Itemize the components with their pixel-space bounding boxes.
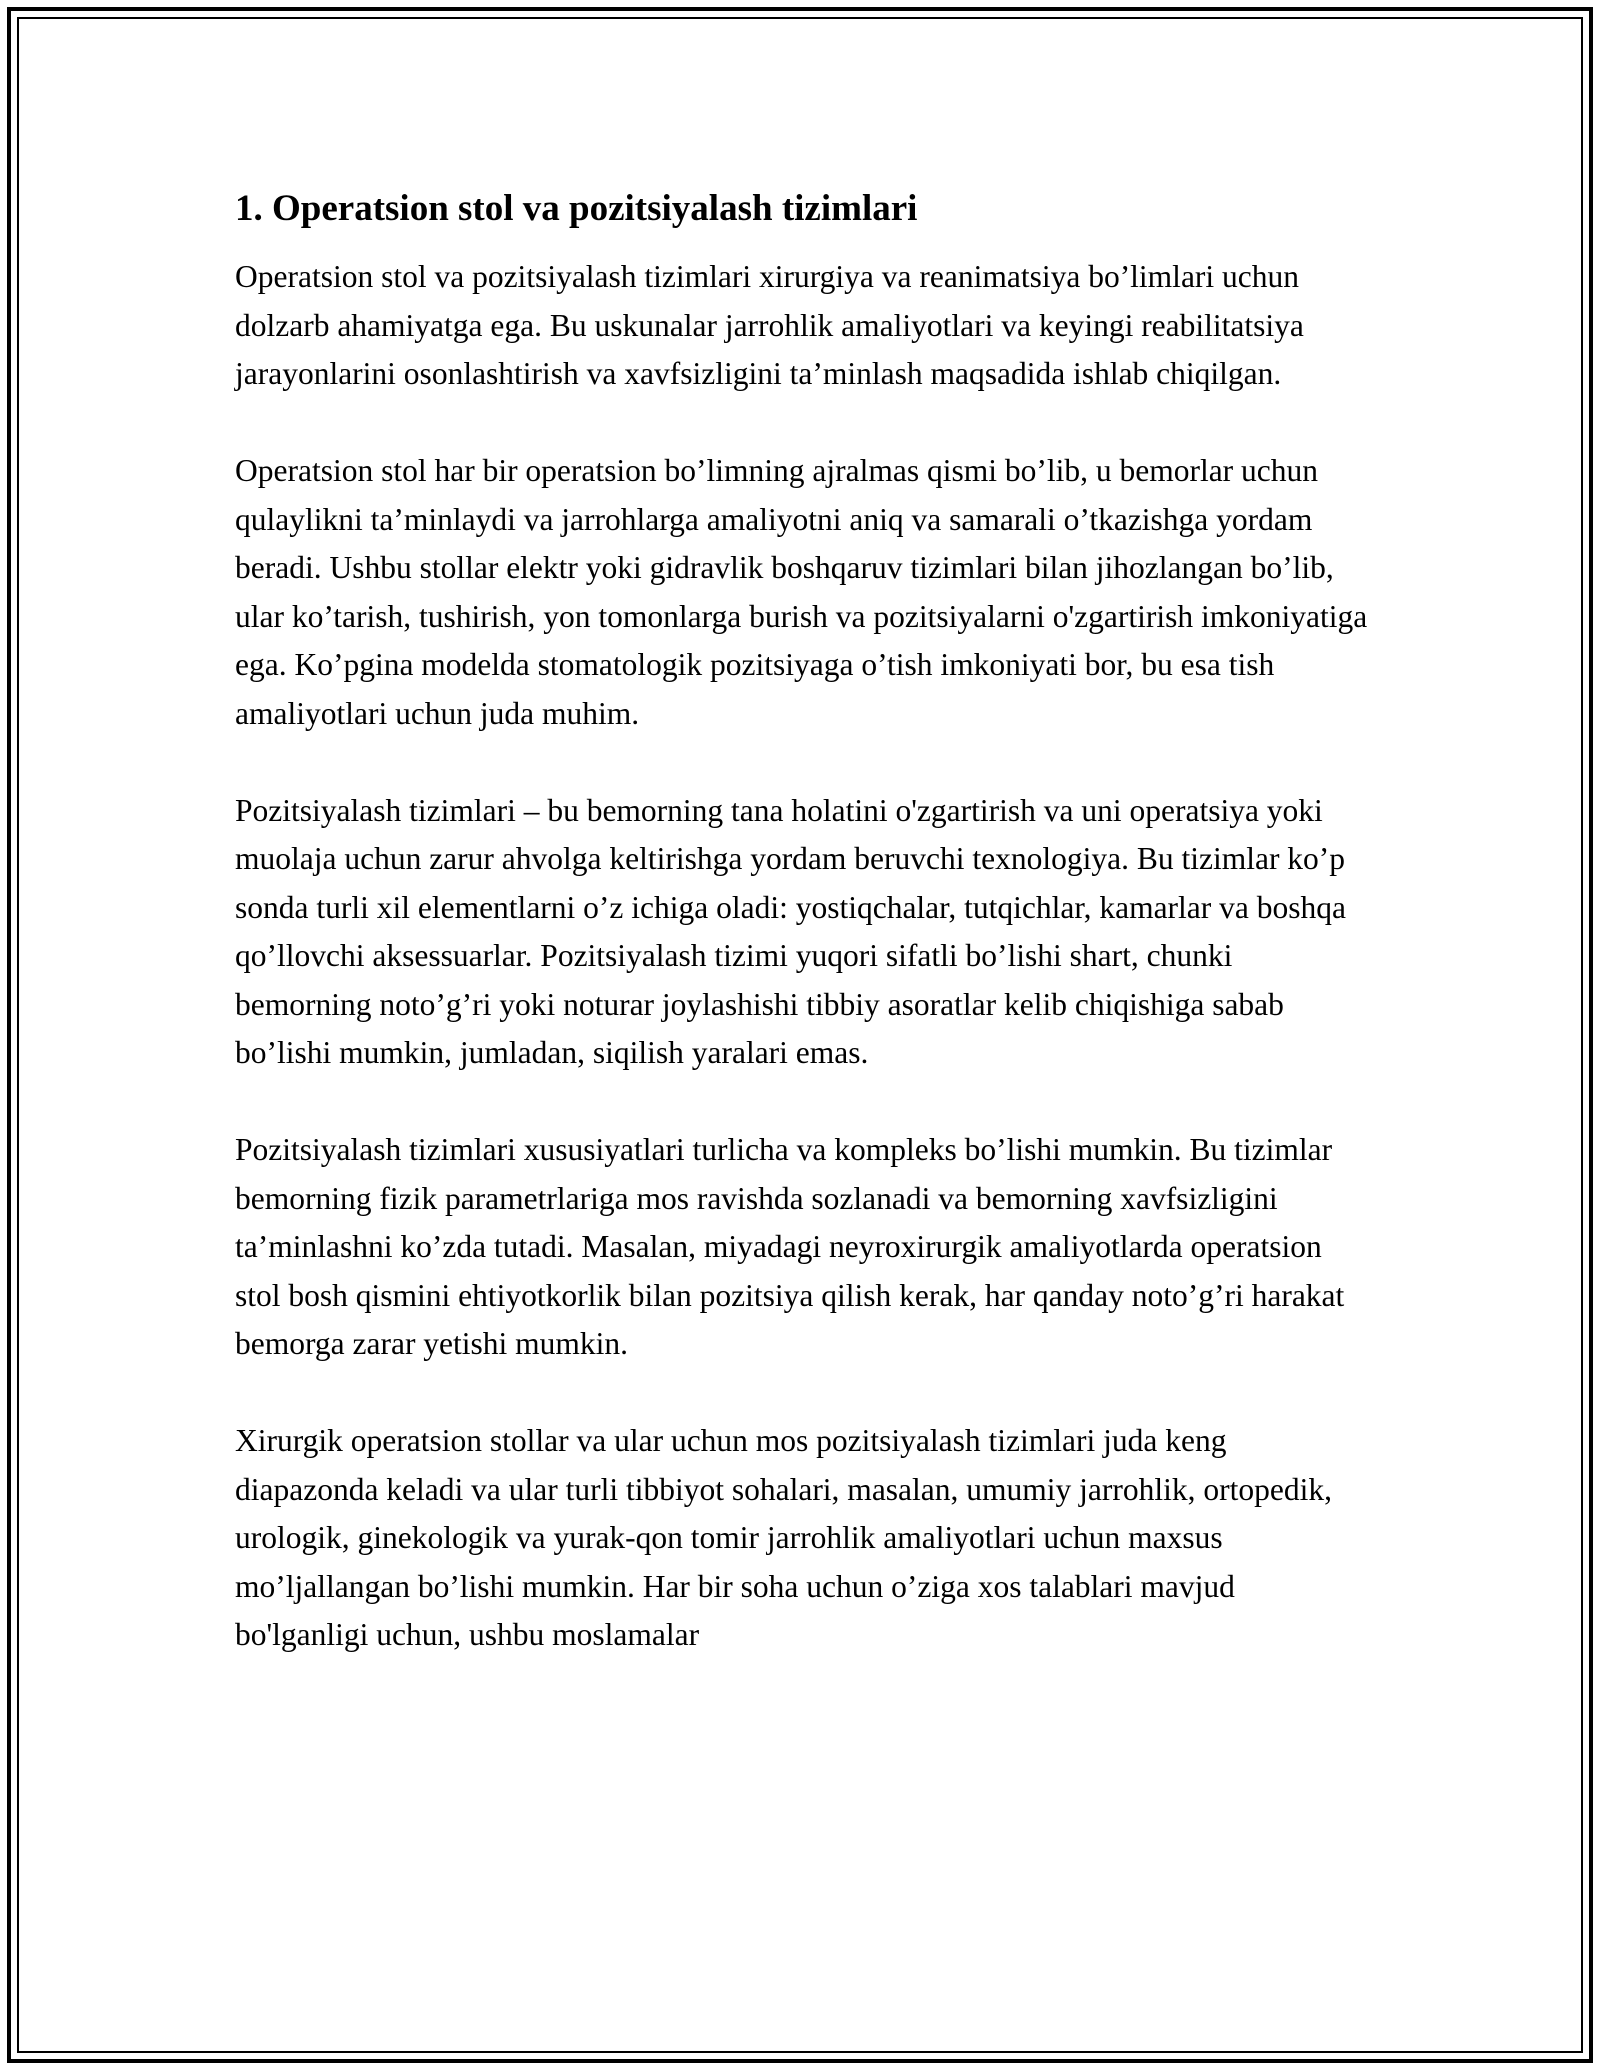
paragraph-3: Pozitsiyalash tizimlari – bu bemorning tana holatini o'zgartirish va uni operatsiya yoki muolaja uchun zarur ahvolga keltirishga yordam beruvchi texnologiya. Bu tizimlar ko’p sonda turli xil elementlarni o’z ichiga oladi: yostiqchalar, tutqichlar, kamarlar va boshqa qo’llovchi aksessuarlar. Pozitsiyalash tizimi yuqori sifatli bo’lishi shart, chunki bemorning noto’g’ri yoki noturar joylashishi tibbiy asoratlar kelib chiqishiga sabab bo’lishi mumkin, jumladan, siqilish yaralari emas. <box>235 792 1346 1070</box>
paragraph-4: Pozitsiyalash tizimlari xususiyatlari turlicha va kompleks bo’lishi mumkin. Bu tizimlar bemorning fizik parametrlariga mos ravishda sozlanadi va bemorning xavfsizligini ta’minlashni ko’zda tutadi. Masalan, miyadagi neyroxirurgik amaliyotlarda operatsion stol bosh qismini ehtiyotkorlik bilan pozitsiya qilish kerak, har qanday noto’g’ri harakat bemorga zarar yetishi mumkin. <box>235 1132 1345 1361</box>
document-body <box>235 183 1370 1708</box>
paragraph-5: Xirurgik operatsion stollar va ular uchun mos pozitsiyalash tizimlari juda keng diapazonda keladi va ular turli tibbiyot sohalari, masalan, umumiy jarrohlik, ortopedik, urologik, ginekologik va yurak-qon tomir jarrohlik amaliyotlari uchun maxsus mo’ljallangan bo’lishi mumkin. Har bir soha uchun o’ziga xos talablari mavjud bo'lganligi uchun, ushbu moslamalar <box>235 1423 1332 1652</box>
paragraph-2: Operatsion stol har bir operatsion bo’limning ajralmas qismi bo’lib, u bemorlar uchun qulaylikni ta’minlaydi va jarrohlarga amaliyotni aniq va samarali o’tkazishga yordam beradi. Ushbu stollar elektr yoki gidravlik boshqaruv tizimlari bilan jihozlangan bo’lib, ular ko’tarish, tushirish, yon tomonlarga burish va pozitsiyalarni o'zgartirish imkoniyatiga ega. Ko’pgina modelda stomatologik pozitsiyaga o’tish imkoniyati bor, bu esa tish amaliyotlari uchun juda muhim. <box>235 453 1368 731</box>
paragraph-1: Operatsion stol va pozitsiyalash tizimlari xirurgiya va reanimatsiya bo’limlari uchun dolzarb ahamiyatga ega. Bu uskunalar jarrohlik amaliyotlari va keyingi reabilitatsiya jarayonlarini osonlashtirish va xavfsizligini ta’minlash maqsadida ishlab chiqilgan. <box>235 259 1304 391</box>
section-heading: 1. Operatsion stol va pozitsiyalash tizimlari <box>235 188 918 229</box>
